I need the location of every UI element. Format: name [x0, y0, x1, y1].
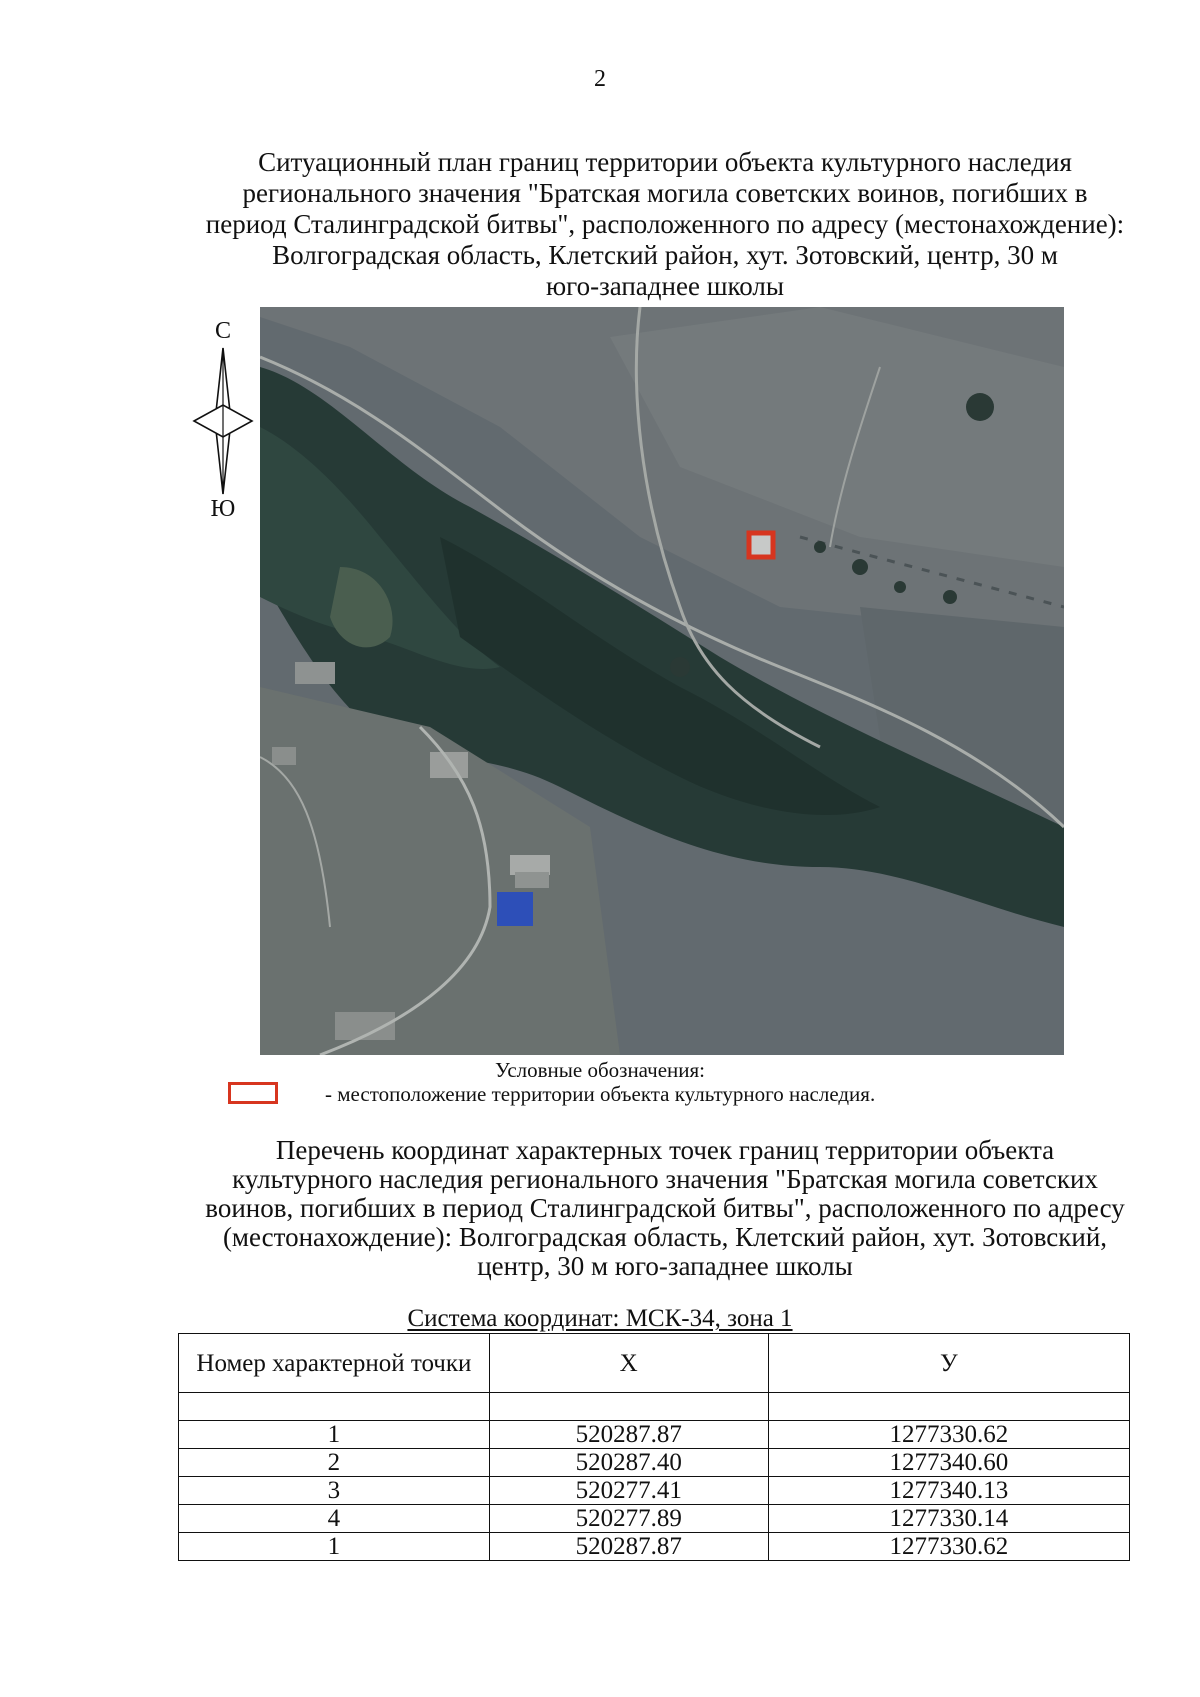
- title-line: Ситуационный план границ территории объекта культурного наследия: [258, 147, 1072, 177]
- list-title-line: Перечень координат характерных точек границ территории объекта: [275, 1135, 1055, 1165]
- cell-point-number: 1: [179, 1533, 490, 1561]
- title-line: Волгоградская область, Клетский район, хут. Зотовский, центр, 30 м: [272, 240, 1058, 270]
- table-row: [179, 1533, 1130, 1561]
- cell-x: 520287.87: [489, 1421, 768, 1449]
- cell-point-number: 1: [179, 1421, 490, 1449]
- compass-south-label: Ю: [210, 496, 236, 522]
- coordinate-system-label: Система координат: МСК-34, зона 1: [407, 1305, 793, 1332]
- coordinate-list-title: [150, 1136, 1180, 1281]
- cell-x: 520277.89: [489, 1505, 768, 1533]
- table-row: [179, 1421, 1130, 1449]
- cell-point-number: 2: [179, 1449, 490, 1477]
- header-point-number: Номер характерной точки: [179, 1334, 490, 1393]
- plan-title: [150, 147, 1180, 302]
- heritage-site-marker: [749, 533, 773, 557]
- cell-point-number: 3: [179, 1477, 490, 1505]
- page-number: 2: [594, 66, 606, 92]
- compass-north-label: С: [214, 318, 231, 344]
- title-line: период Сталинградской битвы", расположенного по адресу (местонахождение):: [205, 209, 1125, 239]
- cell-y: 1277340.13: [768, 1477, 1129, 1505]
- title-line: регионального значения "Братская могила советских воинов, погибших в: [242, 178, 1088, 208]
- legend-item-text: - местоположение территории объекта культурного наследия.: [325, 1082, 876, 1106]
- cell-point-number: 4: [179, 1505, 490, 1533]
- legend-marker-swatch: [228, 1082, 278, 1104]
- table-row: [179, 1505, 1130, 1533]
- list-title-line: центр, 30 м юго-западнее школы: [477, 1251, 853, 1281]
- table-row: [179, 1449, 1130, 1477]
- cell-x: 520277.41: [489, 1477, 768, 1505]
- coordinate-table: [178, 1333, 1130, 1561]
- cell-y: 1277330.14: [768, 1505, 1129, 1533]
- table-row: [179, 1477, 1130, 1505]
- list-title-line: (местонахождение): Волгоградская область, Клетский район, хут. Зотовский,: [222, 1222, 1108, 1252]
- compass-rose: [190, 318, 256, 522]
- cell-x: 520287.87: [489, 1533, 768, 1561]
- cell-y: 1277330.62: [768, 1421, 1129, 1449]
- table-header-row: [179, 1334, 1130, 1393]
- legend-title: Условные обозначения:: [494, 1058, 706, 1082]
- list-title-line: воинов, погибших в период Сталинградской битвы", расположенного по адресу: [205, 1193, 1125, 1223]
- title-line: юго-западнее школы: [546, 271, 784, 301]
- cell-y: 1277340.60: [768, 1449, 1129, 1477]
- compass-icon: [190, 346, 256, 496]
- list-title-line: культурного наследия регионального значения "Братская могила советских: [232, 1164, 1098, 1194]
- cell-x: 520287.40: [489, 1449, 768, 1477]
- header-y: У: [768, 1334, 1129, 1393]
- table-spacer-row: [179, 1393, 1130, 1421]
- blue-roof-building: [497, 892, 533, 926]
- header-x: X: [489, 1334, 768, 1393]
- satellite-map: [260, 307, 1064, 1055]
- cell-y: 1277330.62: [768, 1533, 1129, 1561]
